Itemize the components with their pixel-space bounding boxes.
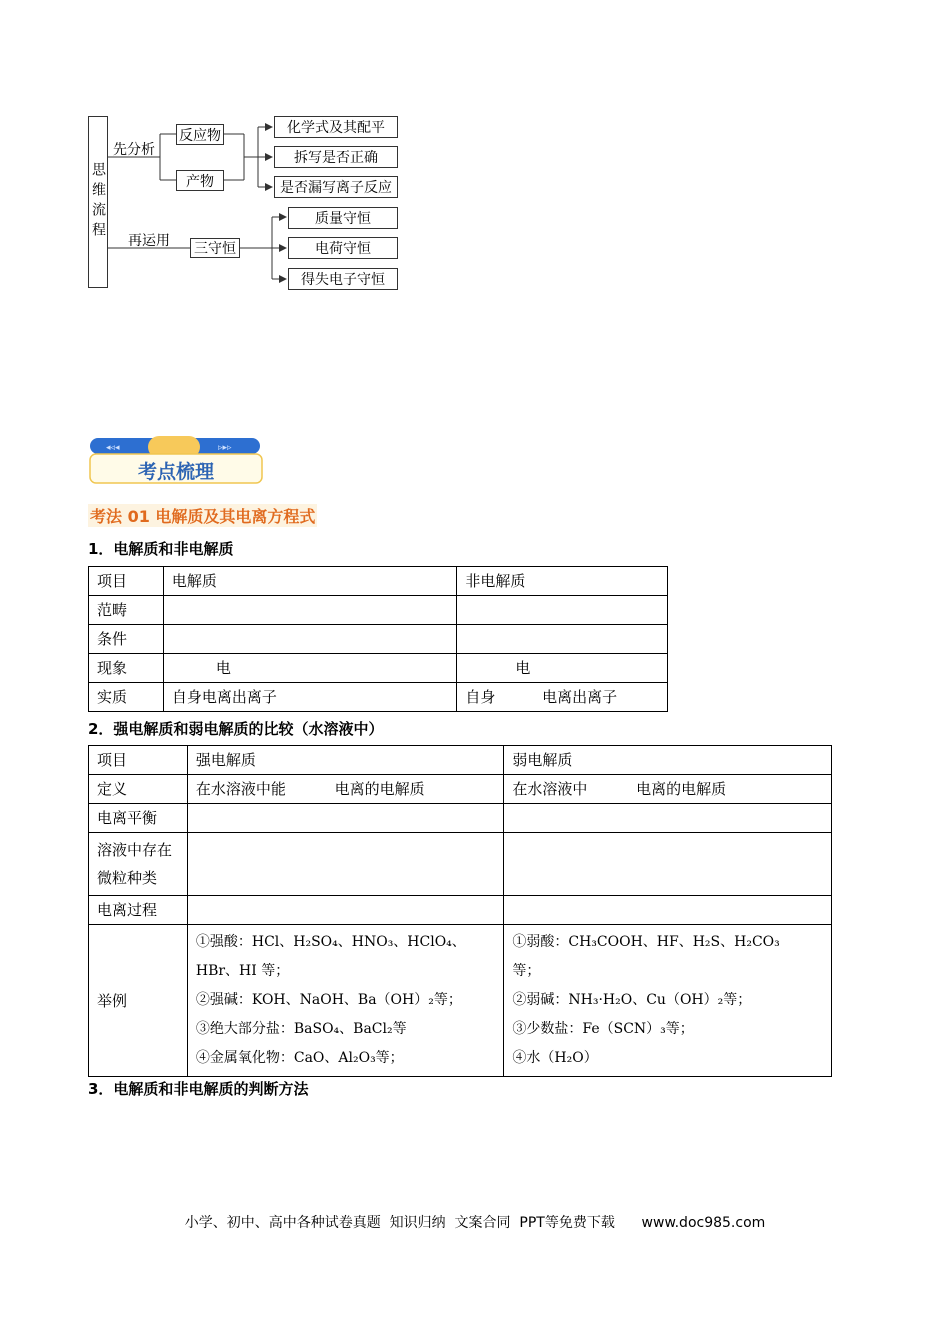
table-cell: 非电解质 <box>457 567 668 596</box>
table-cell <box>457 596 668 625</box>
electrolyte-table <box>88 566 668 712</box>
method-title: 考法 01 电解质及其电离方程式 <box>88 504 317 527</box>
strong-example-line: HBr、HI 等； <box>195 963 290 979</box>
table-cell: 项目 <box>89 567 164 596</box>
table-cell: 在水溶液中 电离的电解质 <box>504 775 832 804</box>
table-cell <box>504 833 832 896</box>
flow-apply-label: 再运用 <box>128 233 170 249</box>
strong-example-line: ④金属氧化物：CaO、Al₂O₃等； <box>195 1050 404 1066</box>
table-cell <box>163 625 456 654</box>
page-footer: 小学、初中、高中各种试卷真题 知识归纳 文案合同 PPT等免费下载 www.doc985.com <box>184 1215 766 1231</box>
table-cell: 强电解质 <box>187 746 504 775</box>
table-row <box>89 683 668 712</box>
table-row <box>89 654 668 683</box>
table-cell: 弱电解质 <box>504 746 832 775</box>
flow-reactant-box: 反应物 <box>176 124 224 145</box>
flow-connector-lines <box>0 0 950 320</box>
flow-analyze-label: 先分析 <box>113 142 155 158</box>
flow-electron-conservation: 得失电子守恒 <box>288 268 398 290</box>
flow-check-formula: 化学式及其配平 <box>274 116 398 138</box>
section-banner <box>88 436 264 486</box>
table-row <box>89 625 668 654</box>
table-cell: 范畴 <box>89 596 164 625</box>
strong-example-line: ③绝大部分盐：BaSO₄、BaCl₂等 <box>195 1021 407 1037</box>
table-row <box>89 833 832 896</box>
flow-side-label-box <box>88 116 108 288</box>
flow-side-label: 思维流程 <box>90 162 106 242</box>
section-2-heading: 2．强电解质和弱电解质的比较（水溶液中） <box>88 720 384 738</box>
table-cell: 自身 电离出离子 <box>457 683 668 712</box>
svg-text:▹▸▹: ▹▸▹ <box>218 443 232 453</box>
flow-product-box: 产物 <box>176 170 224 191</box>
table-row <box>89 804 832 833</box>
table-cell <box>187 804 504 833</box>
table-cell: 实质 <box>89 683 164 712</box>
table-cell: 电 <box>457 654 668 683</box>
weak-example-line: ③少数盐：Fe（SCN）₃等； <box>512 1021 694 1037</box>
section-1-heading: 1．电解质和非电解质 <box>88 540 234 558</box>
table-cell <box>187 833 504 896</box>
table-cell <box>187 896 504 925</box>
table-cell: 现象 <box>89 654 164 683</box>
table-row <box>89 746 832 775</box>
flow-check-split: 拆写是否正确 <box>274 146 398 168</box>
section-3-heading: 3．电解质和非电解质的判断方法 <box>88 1080 309 1098</box>
table-cell <box>504 896 832 925</box>
flow-mass-conservation: 质量守恒 <box>288 207 398 229</box>
table-cell: 自身电离出离子 <box>163 683 456 712</box>
banner-title: 考点梳理 <box>137 461 214 483</box>
table-cell <box>504 925 832 1077</box>
table-cell <box>457 625 668 654</box>
flow-charge-conservation: 电荷守恒 <box>288 237 398 259</box>
weak-example-line: 等； <box>512 963 541 979</box>
strong-example-line: ②强碱：KOH、NaOH、Ba（OH）₂等； <box>195 992 462 1008</box>
table-cell: 电离平衡 <box>89 804 188 833</box>
table-cell: 在水溶液中能 电离的电解质 <box>187 775 504 804</box>
table-cell: 举例 <box>89 925 188 1077</box>
table-cell <box>187 925 504 1077</box>
strong-weak-table <box>88 745 832 1077</box>
weak-example-line: ①弱酸：CH₃COOH、HF、H₂S、H₂CO₃ <box>512 934 780 950</box>
table-row <box>89 925 832 1077</box>
svg-text:◂◃◂: ◂◃◂ <box>106 443 120 453</box>
table-row <box>89 567 668 596</box>
flow-three-conservation-box: 三守恒 <box>190 238 240 258</box>
table-cell <box>163 596 456 625</box>
table-cell <box>504 804 832 833</box>
table-cell: 电解质 <box>163 567 456 596</box>
table-row <box>89 775 832 804</box>
strong-example-line: ①强酸：HCl、H₂SO₄、HNO₃、HClO₄、 <box>195 934 466 950</box>
table-cell: 电离过程 <box>89 896 188 925</box>
flow-check-missing: 是否漏写离子反应 <box>274 176 398 198</box>
table-cell: 条件 <box>89 625 164 654</box>
weak-example-line: ②弱碱：NH₃·H₂O、Cu（OH）₂等； <box>512 992 752 1008</box>
table-cell: 定义 <box>89 775 188 804</box>
weak-example-line: ④水（H₂O） <box>512 1050 598 1066</box>
table-row <box>89 596 668 625</box>
table-row <box>89 896 832 925</box>
table-cell: 项目 <box>89 746 188 775</box>
table-cell: 电 <box>163 654 456 683</box>
table-cell: 溶液中存在微粒种类 <box>89 833 188 896</box>
